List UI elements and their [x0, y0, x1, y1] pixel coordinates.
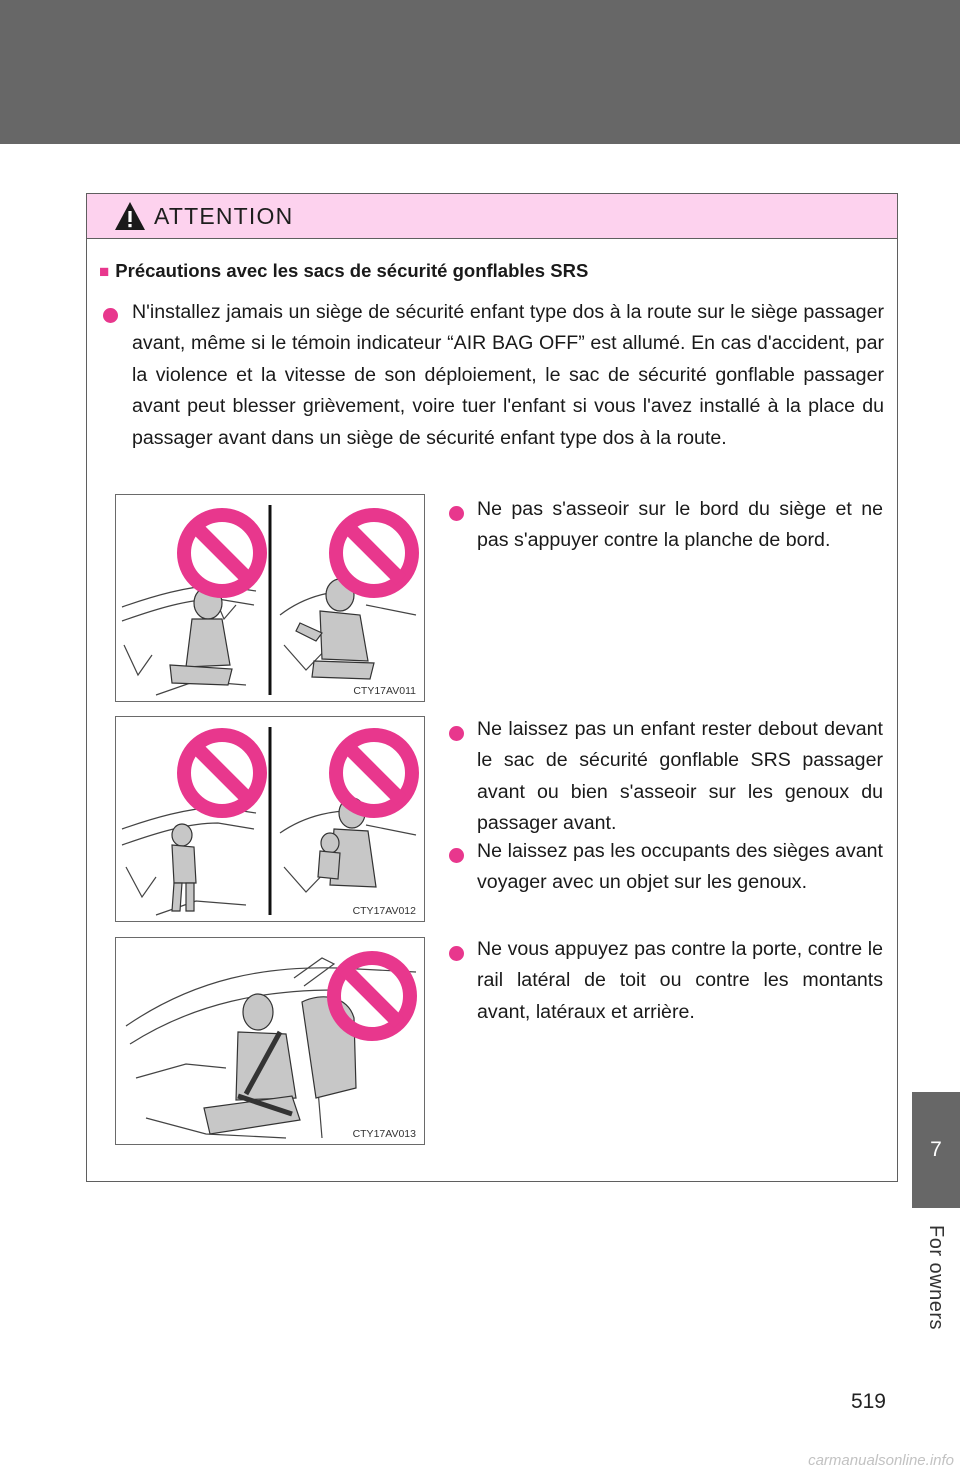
bullet-leaning-door: Ne vous appuyez pas contre la porte, contre le rail latéral de toit ou contre les montants avant, latéraux et arrière.	[477, 938, 883, 1023]
illustration-svg	[116, 495, 424, 701]
figure-code: CTY17AV011	[353, 685, 416, 697]
bullet-child-standing: Ne laissez pas un enfant rester debout devant le sac de sécurité gonflable SRS passager avant ou bien s'asseoir sur les genoux du passager avant.	[477, 718, 883, 835]
chapter-label	[912, 1212, 960, 1342]
top-header-band	[0, 0, 960, 144]
watermark: carmanualsonline.info	[808, 1452, 954, 1469]
attention-header	[87, 194, 897, 239]
chapter-tab[interactable]	[912, 1092, 960, 1208]
bullet-dot-icon	[449, 726, 464, 741]
bullet-dot-icon	[449, 506, 464, 521]
figure-code: CTY17AV013	[352, 1128, 416, 1140]
figure-edge-of-seat	[115, 494, 425, 702]
warning-triangle-icon	[113, 200, 147, 232]
figure-child-standing	[115, 716, 425, 922]
bullet-dot-icon	[103, 308, 118, 323]
square-bullet-icon: ■	[99, 262, 110, 281]
page-number: 519	[850, 1390, 886, 1413]
section-heading-text: Précautions avec les sacs de sécurité gonflables SRS	[115, 260, 589, 281]
chapter-label-text: For owners	[925, 1224, 948, 1330]
chapter-number: 7	[930, 1138, 942, 1161]
bullet-edge-of-seat: Ne pas s'asseoir sur le bord du siège et ne pas s'appuyer contre la planche de bord.	[477, 498, 883, 552]
bullet-dot-icon	[449, 848, 464, 863]
bullet-dot-icon	[449, 946, 464, 961]
illustration-svg	[116, 938, 424, 1144]
figure-leaning-door	[115, 937, 425, 1145]
attention-box	[86, 193, 898, 1182]
attention-title: ATTENTION	[154, 202, 294, 229]
bullet-objects-on-lap: Ne laissez pas les occupants des sièges avant voyager avec un objet sur les genoux.	[477, 840, 883, 894]
intro-paragraph: N'installez jamais un siège de sécurité enfant type dos à la route sur le siège passager avant, même si le témoin indicateur “AIR BAG OFF” est allumé. En cas d'accident, par la violence et la vitesse de son déploiement, le sac de sécurité gonflable passager avant peut blesser grièvement, voire tuer l'enfant si vous l'avez installé à la place du passager avant dans un siège de sécurité enfant type dos à la route.	[132, 301, 884, 449]
figure-code: CTY17AV012	[352, 905, 416, 917]
illustration-svg	[116, 717, 424, 921]
section-heading	[99, 260, 588, 282]
